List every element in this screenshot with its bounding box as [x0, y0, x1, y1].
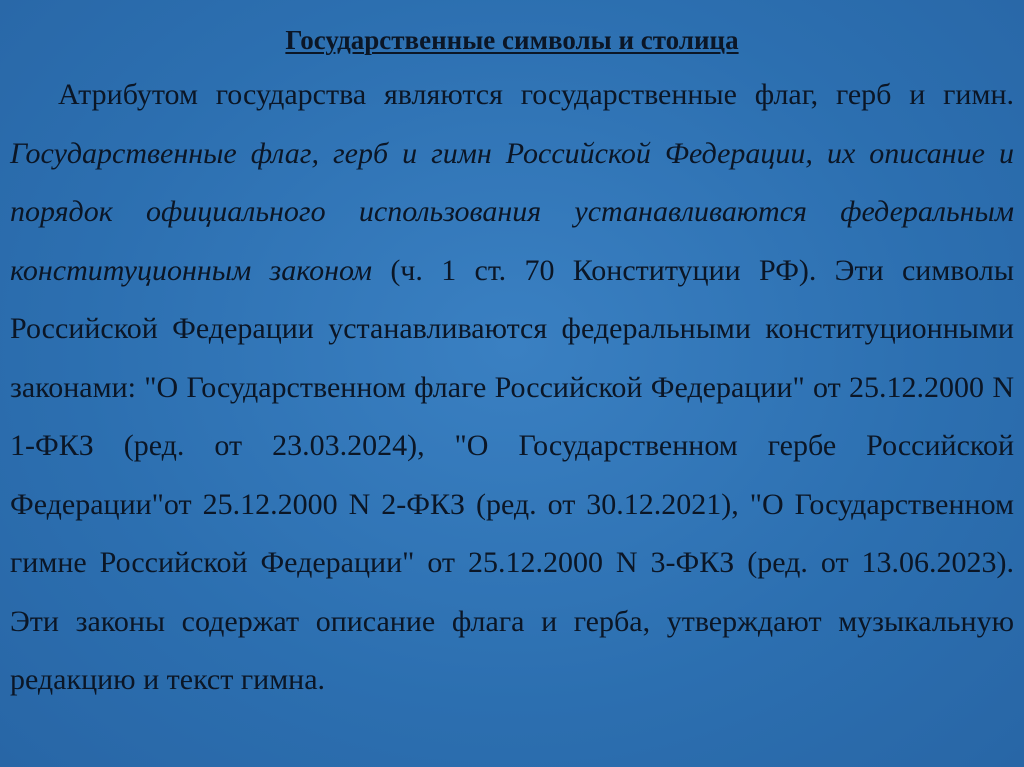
paragraph-intro: Атрибутом государства являются государственные флаг, герб и гимн. — [58, 78, 1014, 111]
slide — [10, 18, 1014, 767]
paragraph-italic-quote: Государственные флаг, герб и гимн Российской Федерации, их описание и порядок официального использования устанавливаются федеральным конституционным законом — [10, 136, 1014, 287]
paragraph-rest: (ч. 1 ст. 70 Конституции РФ). Эти символы Российской Федерации устанавливаются федеральными конституционными законами: "О Государственном флаге Российской Федерации" от 25.12.2000 N 1-ФКЗ (ред. от 23.03.2024), "О Государственном гербе Российской Федерации"от 25.12.2000 N 2-ФКЗ (ред. от 30.12.2021), "О Государственном гимне Российской Федерации" от 25.12.2000 N 3-ФКЗ (ред. от 13.06.2023). Эти законы содержат описание флага и герба, утверждают музыкальную редакцию и текст гимна. — [10, 253, 1015, 696]
body-paragraph — [10, 66, 1014, 710]
slide-title: Государственные символы и столица — [285, 25, 739, 55]
